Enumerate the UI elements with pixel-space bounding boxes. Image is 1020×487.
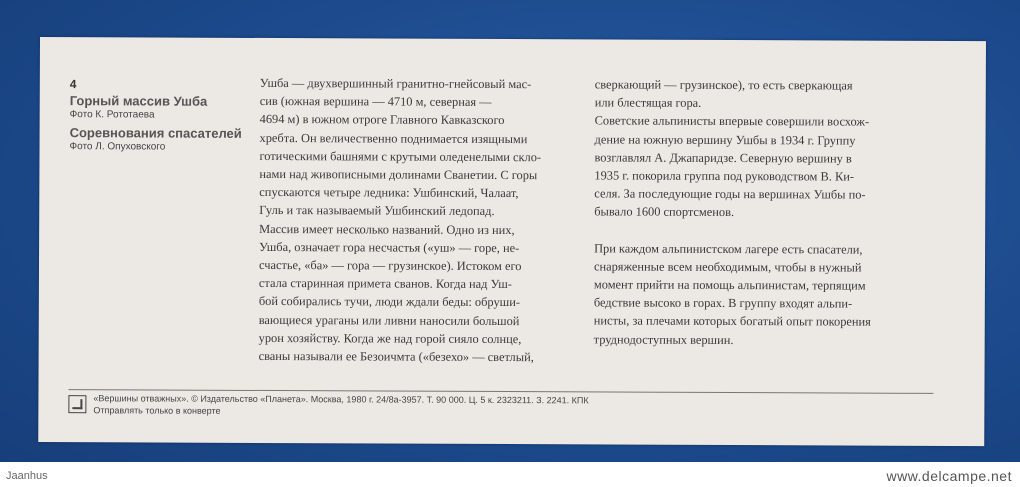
text-line: вающиеся ураганы или ливни наносили большой xyxy=(258,312,520,328)
photo-credit-2: Фото Л. Опуховского xyxy=(69,141,166,153)
text-line: нисты, за плечами которых богатый опыт покорения xyxy=(593,313,871,330)
text-line: При каждом альпинистском лагере есть спасатели, xyxy=(594,241,863,257)
text-line: Ушба — двухвершинный гранитно-гнейсовый мас- xyxy=(259,75,532,92)
text-line: нами над живописными долинами Сванетии. С горы xyxy=(259,166,538,183)
text-line: снаряженные всем необходимым, чтобы в нужный xyxy=(593,259,862,275)
publisher-logo-icon xyxy=(68,395,86,413)
text-line: или блестящая гора. xyxy=(594,95,702,111)
text-line: момент прийти на помощь альпинистам, терпящим xyxy=(593,277,866,293)
text-column-right xyxy=(594,75,935,349)
imprint-line: Отправлять только в конверте xyxy=(93,405,221,416)
postcard xyxy=(38,37,986,446)
imprint-line: «Вершины отважных». © Издательство «Планета». Москва, 1980 г. 24/8а-3957. Т. 90 000. Ц. 5 к. 2323211. З. 2241. КПК xyxy=(93,393,589,406)
site-watermark: www.delcampe.net xyxy=(886,468,1012,484)
paragraph-gap xyxy=(594,221,934,240)
text-line: хребта. Он величественно поднимается изящными xyxy=(259,130,528,146)
text-line: сив (южная вершина — 4710 м, северная — xyxy=(259,94,492,110)
text-line: возглавлял А. Джапаридзе. Северную вершину в xyxy=(594,150,852,166)
text-line: сверкающий — грузинское), то есть сверкающая xyxy=(594,77,853,93)
text-line: Массив имеет несколько названий. Одно из них, xyxy=(259,221,515,237)
text-line: урон хозяйству. Когда же над горой сияло солнце, xyxy=(258,330,522,346)
text-line: стала старинная примета сванов. Когда над Уш- xyxy=(258,276,512,292)
text-line: бывало 1600 спортсменов. xyxy=(594,204,735,220)
text-line: труднодоступных вершин. xyxy=(593,332,734,347)
text-line: дение на южную вершину Ушбы в 1934 г. Группу xyxy=(594,132,856,148)
text-line: бедствие высоко в горах. В группу входят альпи- xyxy=(593,295,853,311)
text-line: 4694 м) в южном отроге Главного Кавказского xyxy=(259,112,505,128)
seller-watermark: Jaanhus xyxy=(6,470,48,482)
card-number: 4 xyxy=(69,77,77,92)
text-line: Ушба, означает гора несчастья («уш» — горе, не- xyxy=(259,239,520,255)
text-line: 1935 г. покорила группа под руководством В. Ки- xyxy=(594,168,855,184)
heading-rescuers: Соревнования спасателей xyxy=(69,125,242,141)
text-column-middle xyxy=(259,74,585,367)
watermark-strip xyxy=(0,462,1020,487)
text-line: бой собирались тучи, люди ждали беды: обруши- xyxy=(258,294,521,310)
text-line: спускаются четыре ледника: Ушбинский, Чалаат, xyxy=(259,185,519,201)
text-line: счастье, «ба» — гора — грузинское). Истоком его xyxy=(258,257,522,274)
text-line: Советские альпинисты впервые совершили восхож- xyxy=(594,113,870,130)
text-line: готическими башнями с крутыми оледенелыми скло- xyxy=(259,148,542,164)
publisher-imprint xyxy=(93,392,588,418)
text-line: селя. За последующие годы на вершинах Ушбы по- xyxy=(594,186,866,202)
photo-credit-1: Фото К. Рототаева xyxy=(69,109,155,121)
heading-ushba: Горный массив Ушба xyxy=(69,93,208,109)
text-line: сваны называли ее Безоичмта («безехо» — светлый, xyxy=(258,349,534,365)
caption-block xyxy=(69,77,269,158)
text-line: Гуль и так называемый Ушбинский ледопад. xyxy=(259,203,495,219)
